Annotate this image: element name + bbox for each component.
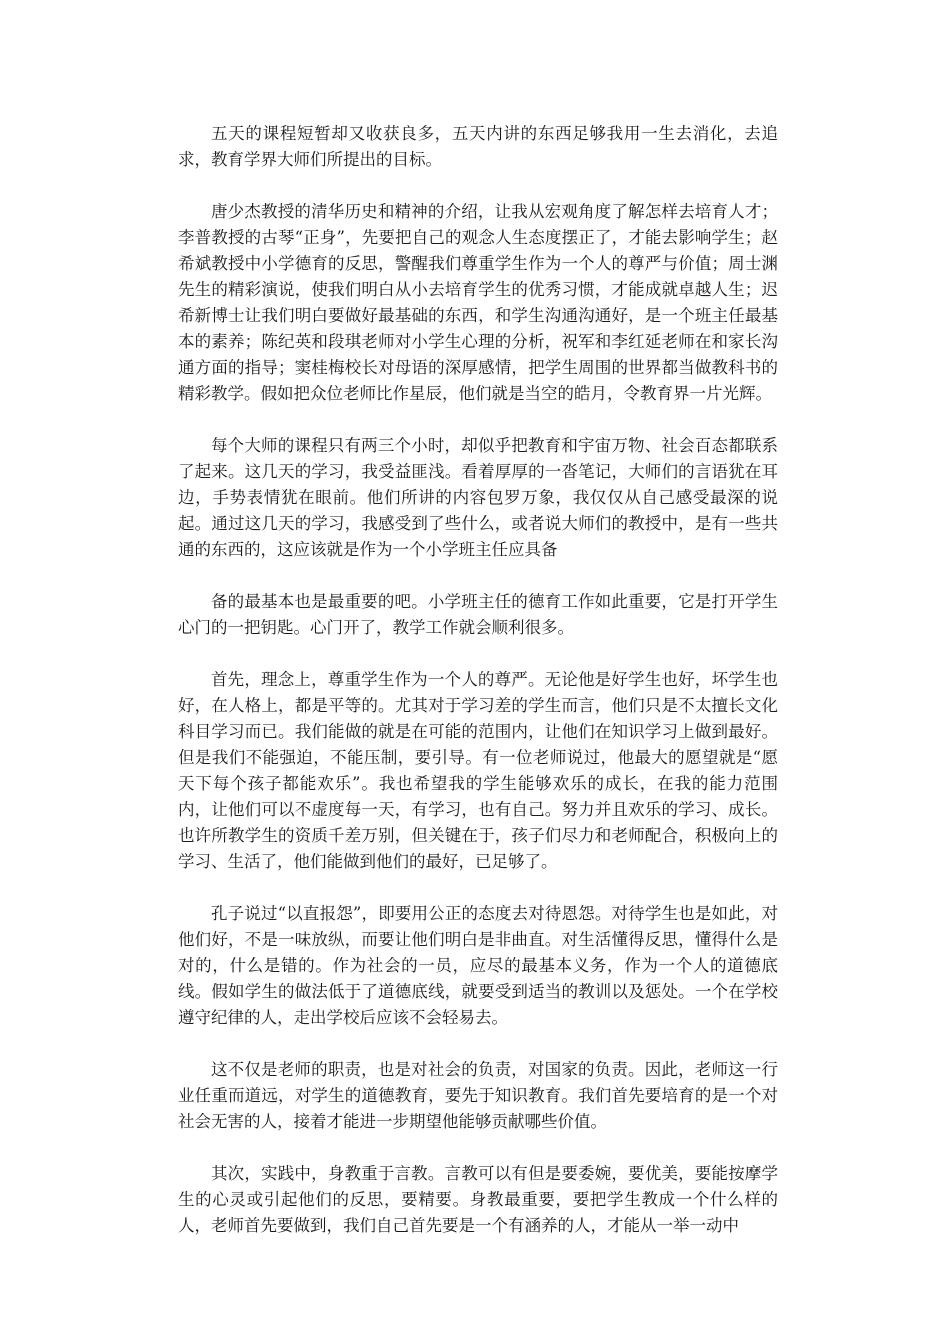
- paragraph-5: 首先，理念上，尊重学生作为一个人的尊严。无论他是好学生也好，坏学生也好，在人格上，都是平等的。尤其对于学习差的学生而言，他们只是不太擅长文化科目学习而已。我们能做的就是在可能的范围内，让他们在知识学习上做到最好。但是我们不能强迫，不能压制，要引导。有一位老师说过，他最大的愿望就是“愿天下每个孩子都能欢乐”。我也希望我的学生能够欢乐的成长，在我的能力范围内，让他们可以不虚度每一天，有学习，也有自己。努力并且欢乐的学习、成长。也许所教学生的资质千差万别，但关键在于，孩子们尽力和老师配合，积极向上的学习、生活了，他们能做到他们的最好，已足够了。: [178, 670, 778, 871]
- paragraph-4: 备的最基本也是最重要的吧。小学班主任的德育工作如此重要，它是打开学生心门的一把钥匙。心门开了，教学工作就会顺利很多。: [178, 592, 778, 637]
- paragraph-8: 其次，实践中，身教重于言教。言教可以有但是要委婉，要优美，要能按摩学生的心灵或引起他们的反思，要精要。身教最重要，要把学生教成一个什么样的人，老师首先要做到，我们自己首先要是一个有涵养的人，才能从一举一动中: [178, 1164, 778, 1235]
- document-body: [178, 121, 778, 1265]
- paragraph-2: 唐少杰教授的清华历史和精神的介绍，让我从宏观角度了解怎样去培育人才；李普教授的古琴“正身”，先要把自己的观念人生态度摆正了，才能去影响学生；赵希斌教授中小学德育的反思，警醒我们尊重学生作为一个人的尊严与价值；周士渊先生的精彩演说，使我们明白从小去培育学生的优秀习惯，才能成就卓越人生；迟希新博士让我们明白要做好最基础的东西，和学生沟通沟通好，是一个班主任最基本的素养；陈纪英和段琪老师对小学生心理的分析，祝军和李红延老师在和家长沟通方面的指导；窦桂梅校长对母语的深厚感情，把学生周围的世界都当做教科书的精彩教学。假如把众位老师比作星辰，他们就是当空的皓月，令教育界一片光辉。: [178, 202, 778, 403]
- paragraph-3: 每个大师的课程只有两三个小时，却似乎把教育和宇宙万物、社会百态都联系了起来。这几天的学习，我受益匪浅。看着厚厚的一沓笔记，大师们的言语犹在耳边，手势表情犹在眼前。他们所讲的内容包罗万象，我仅仅从自己感受最深的说起。通过这几天的学习，我感受到了些什么，或者说大师们的教授中，是有一些共通的东西的，这应该就是作为一个小学班主任应具备: [178, 436, 778, 559]
- paragraph-7: 这不仅是老师的职责，也是对社会的负责，对国家的负责。因此，老师这一行业任重而道远，对学生的道德教育，要先于知识教育。我们首先要培育的是一个对社会无害的人，接着才能进一步期望他能够贡献哪些价值。: [178, 1060, 778, 1131]
- paragraph-6: 孔子说过“以直报怨”，即要用公正的态度去对待恩怨。对待学生也是如此，对他们好，不是一味放纵，而要让他们明白是非曲直。对生活懂得反思，懂得什么是对的，什么是错的。作为社会的一员，应尽的最基本义务，作为一个人的道德底线。假如学生的做法低于了道德底线，就要受到适当的教训以及惩处。一个在学校遵守纪律的人，走出学校后应该不会轻易去。: [178, 904, 778, 1027]
- paragraph-1: 五天的课程短暂却又收获良多，五天内讲的东西足够我用一生去消化，去追求，教育学界大师们所提出的目标。: [178, 124, 778, 169]
